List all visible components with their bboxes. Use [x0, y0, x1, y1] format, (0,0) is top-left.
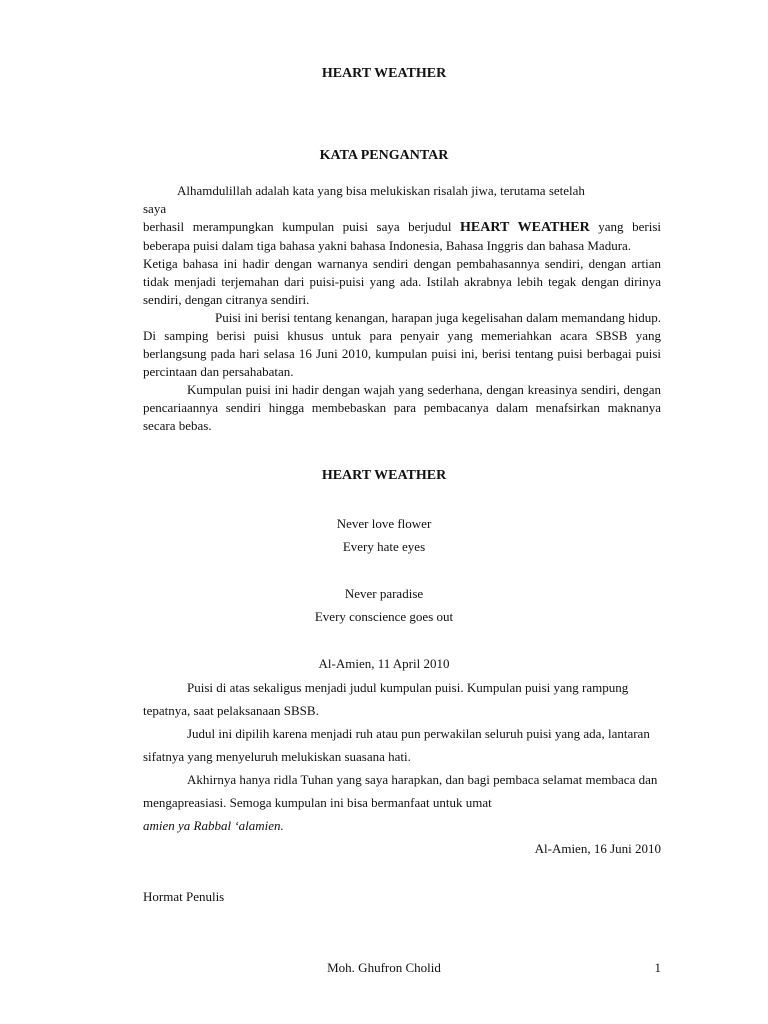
poem-line: Never paradise — [344, 586, 424, 601]
closing-section — [143, 676, 661, 860]
closing-date: Al-Amien, 16 Juni 2010 — [534, 841, 661, 856]
foreword-paragraph-2: berhasil merampungkan kumpulan puisi saya berjudul HEART WEATHER yang berisi beberapa puisi dalam tiga bahasa yakni bahasa Indonesia, Bahasa Inggris dan bahasa Madura. — [143, 219, 661, 253]
poem-line: Never love flower — [336, 516, 432, 531]
poem-stanza-1 — [0, 512, 768, 558]
closing-paragraph-2: Judul ini dipilih karena menjadi ruh atau pun perwakilan seluruh puisi yang ada, lantaran sifatnya yang menyeluruh melukiskan suasana hati. — [143, 726, 650, 764]
document-title: HEART WEATHER — [321, 66, 447, 81]
poem-line: Every conscience goes out — [314, 609, 454, 624]
poem-title: HEART WEATHER — [321, 468, 447, 483]
foreword-paragraph-3: Ketiga bahasa ini hadir dengan warnanya sendiri dengan pembahasannya sendiri, dengan artian tidak menjadi terjemahan dari puisi-puisi yang ada. Istilah akrabnya lebih tegak dengan dirinya sendiri, dengan citranya sendiri. — [143, 256, 661, 307]
foreword-paragraph-4: Puisi ini berisi tentang kenangan, harapan juga kegelisahan dalam memandang hidup. Di samping berisi puisi khusus untuk para penyair yang memeriahkan acara SBSB yang berlangsung pada hari selasa 16 Juni 2010, kumpulan puisi ini, berisi tentang puisi berbagai puisi percintaan dan persahabatan. — [143, 310, 661, 379]
closing-paragraph-3: Akhirnya hanya ridla Tuhan yang saya harapkan, dan bagi pembaca selamat membaca dan mengapreasiasi. Semoga kumpulan ini bisa bermanfaat untuk umat — [143, 772, 658, 810]
sign-off: Hormat Penulis — [143, 889, 225, 904]
closing-paragraph-1: Puisi di atas sekaligus menjadi judul kumpulan puisi. Kumpulan puisi yang rampung tepatnya, saat pelaksanaan SBSB. — [143, 680, 629, 718]
poem-stanza-2 — [0, 582, 768, 628]
poem-signature: Al-Amien, 11 April 2010 — [318, 656, 450, 671]
foreword-paragraph-1: Alhamdulillah adalah kata yang bisa melukiskan risalah jiwa, terutama setelah saya — [143, 183, 585, 216]
poem-line: Every hate eyes — [342, 539, 426, 554]
footer-author: Moh. Ghufron Cholid — [327, 960, 441, 975]
book-title-bold: HEART WEATHER — [460, 220, 590, 235]
closing-italic-line: amien ya Rabbal ‘alamien. — [143, 818, 284, 833]
foreword-heading: KATA PENGANTAR — [319, 148, 449, 163]
page-number: 1 — [654, 960, 661, 975]
foreword-section — [143, 182, 661, 435]
foreword-paragraph-5: Kumpulan puisi ini hadir dengan wajah yang sederhana, dengan kreasinya sendiri, dengan pencariaannya sendiri hingga membebaskan para pembacanya dalam menafsirkan maknanya secara bebas. — [143, 382, 661, 433]
